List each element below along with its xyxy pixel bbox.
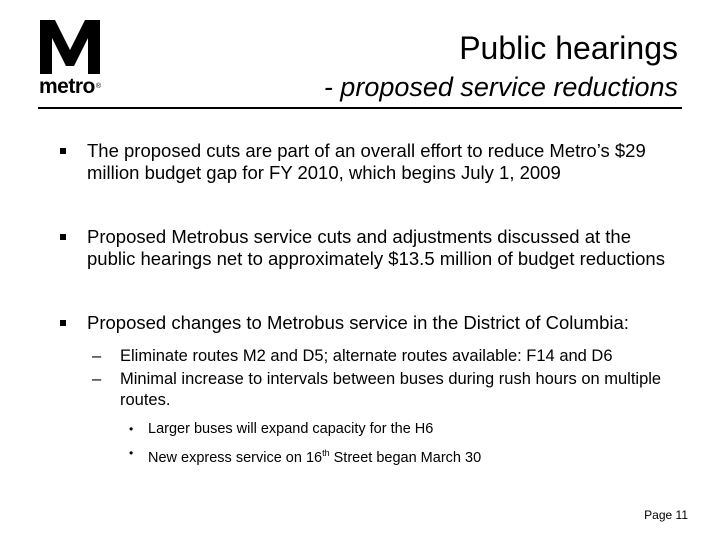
dash-bullet-icon: – — [92, 347, 102, 365]
dash-bullet-icon: – — [92, 370, 102, 388]
metro-m-icon — [38, 20, 102, 74]
slide-subtitle: - proposed service reductions — [323, 72, 678, 102]
sub-sub-bullet-item — [126, 444, 680, 467]
bullet-item — [60, 140, 680, 184]
bullet-text: Proposed Metrobus service cuts and adjustments discussed at the public hearings net to approximately $13.5 million of budget reductions — [87, 226, 665, 269]
metro-wordmark: metro® — [39, 75, 101, 98]
sub-sub-bullet-text: Larger buses will expand capacity for the H6 — [148, 421, 434, 437]
dot-bullet-icon: • — [129, 446, 134, 460]
sub-sub-bullet-item — [126, 420, 680, 438]
sub-bullet-item — [86, 346, 680, 367]
bullet-text: Proposed changes to Metrobus service in the District of Columbia: — [87, 312, 629, 333]
slide-body — [60, 140, 680, 467]
sub-bullet-text: Eliminate routes M2 and D5; alternate routes available: F14 and D6 — [120, 347, 613, 365]
dot-bullet-icon: • — [129, 422, 134, 436]
page-number: Page 11 — [644, 508, 688, 522]
bullet-text: The proposed cuts are part of an overall effort to reduce Metro’s $29 million budget gap for FY 2010, which begins July 1, 2009 — [87, 140, 646, 183]
bullet-item — [60, 312, 680, 334]
square-bullet-icon — [60, 320, 66, 326]
sub-bullet-item — [86, 369, 680, 411]
sub-sub-bullet-text: New express service on 16th Street began March 30 — [148, 448, 482, 466]
square-bullet-icon — [60, 148, 66, 154]
slide-title: Public hearings — [459, 30, 678, 66]
title-divider — [38, 107, 682, 109]
metro-logo — [38, 20, 102, 96]
bullet-item — [60, 226, 680, 270]
sub-bullet-text: Minimal increase to intervals between buses during rush hours on multiple routes. — [120, 370, 662, 409]
square-bullet-icon — [60, 234, 66, 240]
